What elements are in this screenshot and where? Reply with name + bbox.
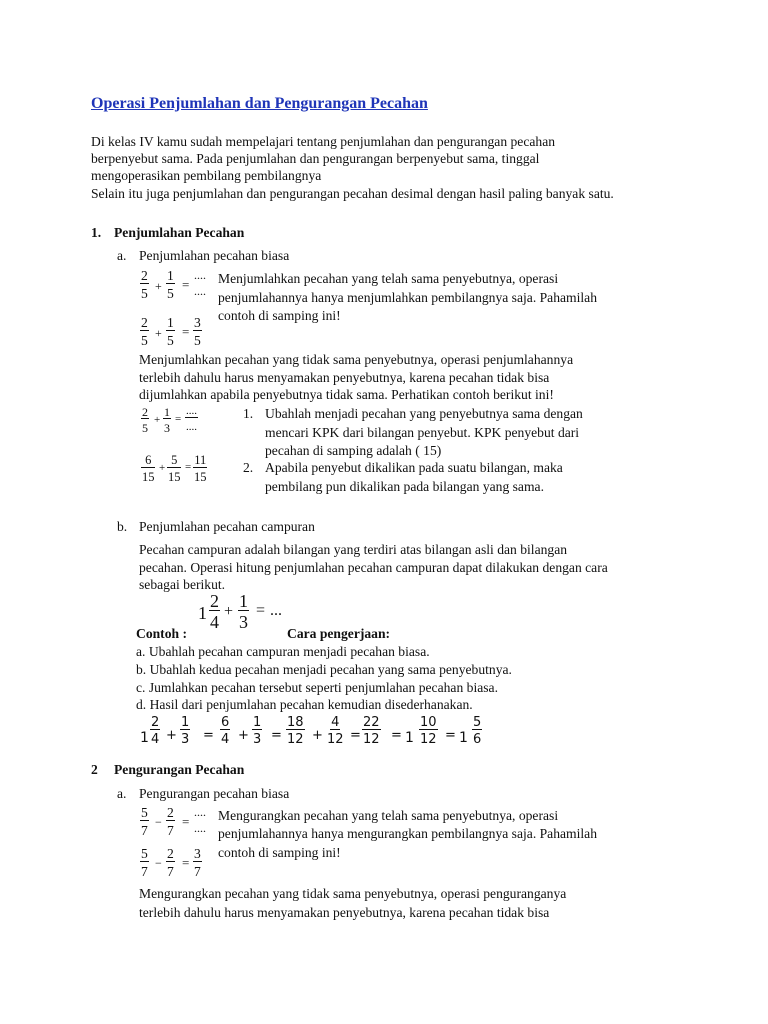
equals-sign: = — [391, 728, 402, 743]
fraction: $\frac{1}{3}$ — [164, 405, 170, 435]
fraction: $\frac{1}{5}$ — [167, 315, 174, 348]
step-line: Ubahlah menjadi pecahan yang penyebutnya sama dengan — [265, 406, 583, 421]
fraction: $\frac{6}{15}$ — [142, 453, 155, 484]
equals-sign: = — [445, 728, 456, 743]
equals-sign: = — [182, 277, 190, 292]
intro-line: Selain itu juga penjumlahan dan pengurangan pecahan desimal dengan hasil paling banyak satu. — [91, 186, 614, 201]
plus-sign: + — [159, 462, 166, 474]
fraction: .... .... — [194, 268, 206, 298]
list-marker: a. — [117, 786, 127, 801]
paragraph-line: dijumlahkan apabila penyebutnya tidak sama. Perhatikan contoh berikut ini! — [139, 387, 554, 402]
subsection-heading: Pengurangan pecahan biasa — [139, 786, 290, 801]
fraction: $\frac{5}{15}$ — [168, 453, 181, 484]
paragraph-line: terlebih dahulu harus menyamakan penyebutnya, karena pecahan tidak bisa — [139, 370, 550, 385]
procedure-step: c. Jumlahkan pecahan tersebut seperti penjumlahan pecahan biasa. — [136, 680, 498, 695]
cara-label: Cara pengerjaan: — [287, 626, 391, 641]
step-line: mencari KPK dari bilangan penyebut. KPK penyebut dari — [265, 425, 580, 440]
list-marker: a. — [117, 248, 127, 263]
plus-sign: + — [312, 728, 323, 743]
equals-sign: = — [182, 814, 190, 829]
procedure-step: a. Ubahlah pecahan campuran menjadi pecahan biasa. — [136, 644, 430, 659]
procedure-step: d. Hasil dari penjumlahan pecahan kemudian disederhanakan. — [136, 697, 473, 712]
step-line: Apabila penyebut dikalikan pada suatu bilangan, maka — [265, 460, 563, 475]
section-heading: Pengurangan Pecahan — [114, 762, 245, 777]
minus-sign: − — [155, 815, 162, 829]
plus-sign: + — [154, 414, 161, 426]
fraction: $\frac{1}{3}$ — [181, 715, 190, 747]
step-line: pembilang pun dikalikan pada bilangan yang sama. — [265, 479, 544, 494]
equals-sign: = — [185, 461, 192, 473]
section-number: 2 — [91, 762, 98, 777]
equals-sign: = — [203, 728, 214, 743]
subsection-heading: Penjumlahan pecahan biasa — [139, 248, 290, 263]
fraction: $\frac{18}{12}$ — [287, 715, 304, 747]
paragraph-line: pecahan. Operasi hitung penjumlahan pecahan campuran dapat dilakukan dengan cara — [139, 560, 608, 575]
equals-sign: = — [182, 324, 190, 339]
equals-sign: = — [182, 855, 190, 870]
fraction: $\frac{11}{15}$ — [194, 453, 207, 484]
fraction: $\frac{3}{5}$ — [194, 315, 201, 348]
equals-sign: = — [350, 728, 361, 743]
plus-sign: + — [155, 279, 162, 293]
fraction: .... .... — [186, 405, 197, 433]
intro-line: mengoperasikan pembilang pembilangnya — [91, 168, 322, 183]
equals-sign: = — [256, 602, 266, 619]
plus-sign: + — [224, 603, 234, 620]
plus-sign: + — [155, 326, 162, 340]
paragraph-line: sebagai berikut. — [139, 577, 226, 592]
paragraph-line: Menjumlahkan pecahan yang telah sama penyebutnya, operasi — [218, 271, 559, 286]
fraction: $\frac{5}{7}$ — [141, 846, 148, 879]
section-heading: Penjumlahan Pecahan — [114, 225, 245, 240]
fraction: $\frac{1}{3}$ — [239, 591, 248, 632]
whole-number: 1 — [459, 730, 468, 746]
intro-line: Di kelas IV kamu sudah mempelajari tentang penjumlahan dan pengurangan pecahan — [91, 134, 556, 149]
paragraph-line: terlebih dahulu harus menyamakan penyebutnya, karena pecahan tidak bisa — [139, 905, 550, 920]
paragraph-line: contoh di samping ini! — [218, 308, 341, 323]
fraction: $\frac{5}{7}$ — [141, 805, 148, 838]
fraction: $\frac{22}{12}$ — [363, 715, 380, 747]
fraction: $\frac{5}{6}$ — [473, 715, 482, 747]
whole-number: 1 — [140, 730, 149, 746]
whole-number: 1 — [198, 603, 207, 623]
paragraph-line: Mengurangkan pecahan yang telah sama penyebutnya, operasi — [218, 808, 559, 823]
page-title: Operasi Penjumlahan dan Pengurangan Pecahan — [91, 95, 428, 112]
paragraph-line: penjumlahannya hanya menjumlahkan pembilangnya saja. Pahamilah — [218, 290, 597, 305]
fraction: $\frac{2}{7}$ — [167, 805, 174, 838]
fraction: $\frac{4}{12}$ — [327, 715, 344, 747]
step-number: 1. — [243, 406, 254, 421]
minus-sign: − — [155, 856, 162, 870]
plus-sign: + — [238, 728, 249, 743]
equals-sign: = — [271, 728, 282, 743]
section-number: 1. — [91, 225, 102, 240]
intro-line: berpenyebut sama. Pada penjumlahan dan pengurangan berpenyebut sama, tinggal — [91, 151, 540, 166]
procedure-step: b. Ubahlah kedua pecahan menjadi pecahan yang sama penyebutnya. — [136, 662, 512, 677]
fraction: $\frac{2}{5}$ — [141, 315, 148, 348]
fraction: $\frac{2}{4}$ — [151, 715, 160, 747]
plus-sign: + — [166, 728, 177, 743]
paragraph-line: Menjumlahkan pecahan yang tidak sama penyebutnya, operasi penjumlahannya — [139, 352, 574, 367]
fraction: $\frac{2}{5}$ — [141, 268, 148, 301]
fraction: $\frac{1}{3}$ — [253, 715, 262, 747]
whole-number: 1 — [405, 730, 414, 746]
paragraph-line: Pecahan campuran adalah bilangan yang terdiri atas bilangan asli dan bilangan — [139, 542, 568, 557]
equals-sign: = — [175, 413, 182, 425]
list-marker: b. — [117, 519, 128, 534]
fraction: $\frac{3}{7}$ — [194, 846, 201, 879]
fraction: $\frac{6}{4}$ — [221, 715, 230, 747]
paragraph-line: Mengurangkan pecahan yang tidak sama penyebutnya, operasi penguranganya — [139, 886, 567, 901]
fraction: .... .... — [194, 805, 206, 835]
fraction: $\frac{1}{5}$ — [167, 268, 174, 301]
step-line: pecahan di samping adalah ( 15) — [265, 443, 442, 458]
contoh-label: Contoh : — [136, 626, 187, 641]
fraction: $\frac{2}{4}$ — [210, 591, 219, 632]
subsection-heading: Penjumlahan pecahan campuran — [139, 519, 315, 534]
paragraph-line: penjumlahannya hanya mengurangkan pembilangnya saja. Pahamilah — [218, 826, 597, 841]
paragraph-line: contoh di samping ini! — [218, 845, 341, 860]
fraction: $\frac{2}{5}$ — [142, 405, 148, 435]
fraction: $\frac{10}{12}$ — [420, 715, 437, 747]
step-number: 2. — [243, 460, 254, 475]
ellipsis: ... — [270, 602, 282, 619]
fraction: $\frac{2}{7}$ — [167, 846, 174, 879]
